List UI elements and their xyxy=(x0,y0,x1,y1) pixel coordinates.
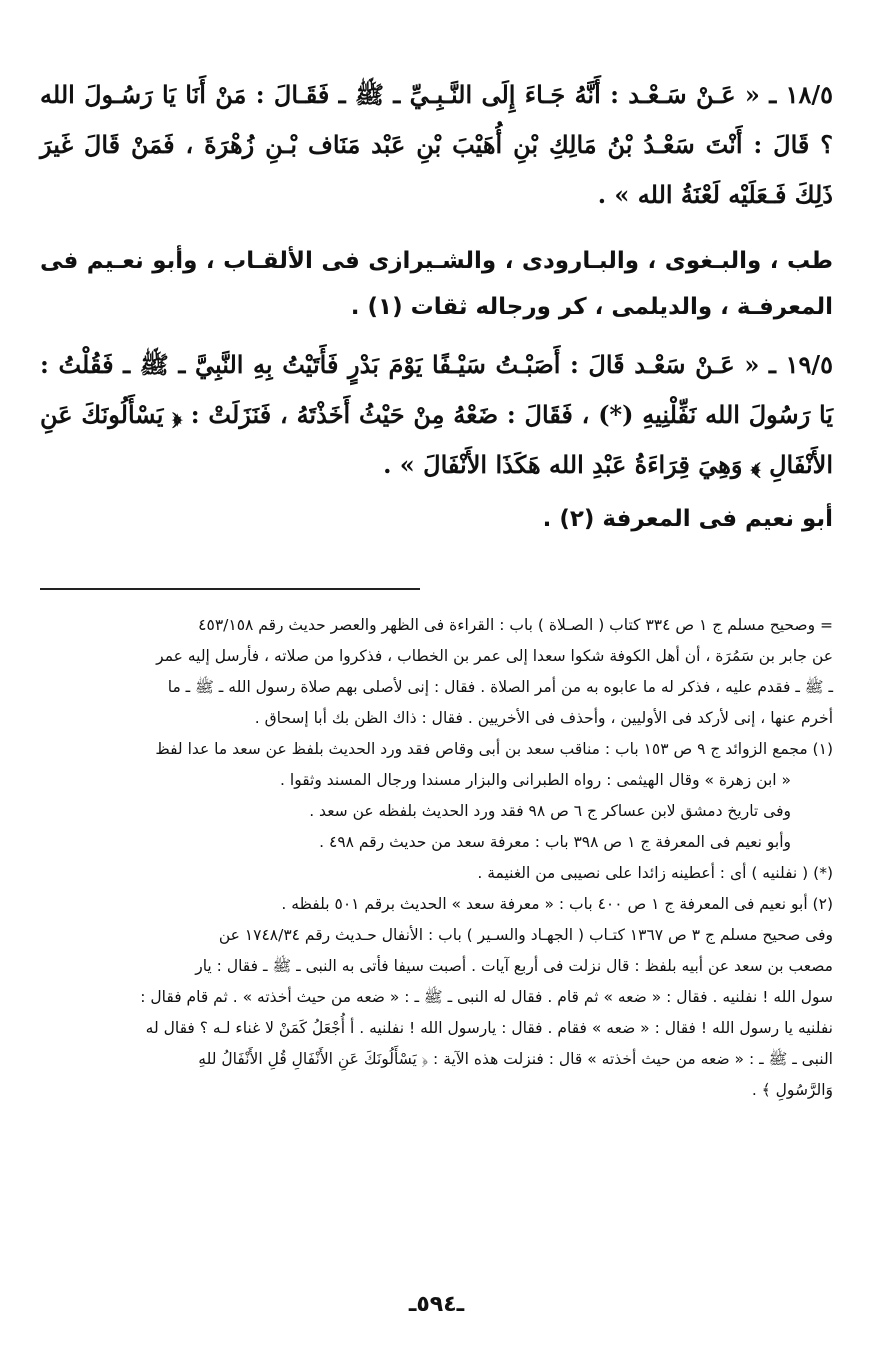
footnote-2-line: سول الله ! نفلنيه . فقال : « ضعه » ثم قام . فقال له النبى ـ ﷺ ـ : « ضعه من حيث أخذته » . ثم قام فقال : xyxy=(140,988,833,1006)
footnote-separator xyxy=(40,588,420,590)
footnote-continuation-line: ـ ﷺ ـ فقدم عليه ، فذكر له ما عابوه به من أمر الصلاة . فقال : إنى لأصلى بهم صلاة رسول الله ـ ﷺ ـ ما xyxy=(167,678,833,696)
footnotes-block xyxy=(40,610,833,1106)
footnote-continuation-line: عن جابر بن سَمُرَة ، أن أهل الكوفة شكوا سعدا إلى عمر بن الخطاب ، فذكروا من صلاته ، فأرسل إليه عمر xyxy=(156,647,833,665)
main-text-block xyxy=(40,70,833,542)
footnote-2-line: نفلنيه يا رسول الله ! فقال : « ضعه » فقام . فقال : يارسول الله ! نفلنيه . أ أُجْعَلُ كَمَنْ لا غناء لـه ؟ فقال له xyxy=(145,1019,833,1037)
page-number: ـ٥٩٤ـ xyxy=(408,1292,465,1317)
footnote-1-line: وأبو نعيم فى المعرفة ج ١ ص ٣٩٨ باب : معرفة سعد من حديث رقم ٤٩٨ . xyxy=(319,833,791,851)
hadith-19-source: أبو نعيم فى المعرفة (٢) . xyxy=(542,506,833,532)
footnote-2-line: (٢) أبو نعيم فى المعرفة ج ١ ص ٤٠٠ باب : « معرفة سعد » الحديث برقم ٥٠١ بلفظه . xyxy=(281,895,833,913)
footnote-star: (*) ( نفلنيه ) أى : أعطينه زائدا على نصيبى من الغنيمة . xyxy=(477,864,833,882)
footnote-continuation-line: = وصحيح مسلم ج ١ ص ٣٣٤ كتاب ( الصـلاة ) باب : القراءة فى الظهر والعصر حديث رقم ٤٥٣/١٥٨ xyxy=(198,616,833,634)
footnote-1-line: « ابن زهرة » وقال الهيثمى : رواه الطبرانى والبزار مسندا ورجال المسند وثقوا . xyxy=(280,771,791,789)
footnote-2-line: مصعب بن سعد عن أبيه بلفظ : قال نزلت فى أربع آيات . أصبت سيفا فأتى به النبى ـ ﷺ ـ فقال : يار xyxy=(195,957,833,975)
hadith-18-text: ١٨/٥ ـ « عَـنْ سَـعْـد : أَنَّهُ جَـاءَ إِلَى النَّـبِـيِّ ـ ﷺ ـ فَقَـالَ : مَنْ أَنَا يَا رَسُـولَ الله ؟ قَالَ : أَنْتَ سَعْـدُ بْنُ مَالِكِ بْنِ أُهَيْبَ بْنِ عَبْد مَنَاف بْـنِ زُهْرَةَ ، فَمَنْ قَالَ غَيرَ ذَلِكَ فَـعَلَيْه لَعْنَةُ الله » . xyxy=(40,80,833,209)
footnote-continuation-line: أخرم عنها ، إنى لأركد فى الأوليين ، وأحذف فى الأخريين . فقال : ذاك الظن بك أبا إسحاق . xyxy=(254,709,833,727)
footnote-2-line: وفى صحيح مسلم ج ٣ ص ١٣٦٧ كتـاب ( الجهـاد والسـير ) باب : الأنفال حـديث رقم ١٧٤٨/٣٤ عن xyxy=(218,926,833,944)
footnote-1-line: وفى تاريخ دمشق لابن عساكر ج ٦ ص ٩٨ فقد ورد الحديث بلفظه عن سعد . xyxy=(309,802,791,820)
footnote-2-line: النبى ـ ﷺ ـ : « ضعه من حيث أخذته » قال : فنزلت هذه الآية : ﴿ يَسْأَلُونَكَ عَنِ الأَنْفَالِ قُلِ الأَنْفَالُ للهِ xyxy=(198,1050,833,1068)
hadith-19-text: ١٩/٥ ـ « عَـنْ سَعْـد قَالَ : أَصَبْـتُ سَيْـفًا يَوْمَ بَدْرٍ فَأَتَيْتُ بِهِ النَّبِيَّ ـ ﷺ ـ فَقُلْتُ : يَا رَسُولَ الله نَفِّلْنِيهِ (*) ، فَقَالَ : ضَعْهُ مِنْ حَيْثُ أَخَذْتَهُ ، فَنَزَلَتْ : ﴿ يَسْأَلُونَكَ عَنِ الأَنْفَالِ ﴾ وَهِيَ قِرَاءَةُ عَبْدِ الله هَكَذَا الأَنْفَالَ » . xyxy=(40,350,833,479)
footnote-1-line: (١) مجمع الزوائد ج ٩ ص ١٥٣ باب : مناقب سعد بن أبى وقاص فقد ورد الحديث بلفظ عن سعد ما عدا لفظ xyxy=(155,740,833,758)
footnote-2-line: وَالرَّسُولِ ﴾ . xyxy=(751,1081,833,1099)
hadith-18-source: طب ، والبـغوى ، والبـارودى ، والشـيرازى فى الألقـاب ، وأبو نعـيم فى المعرفـة ، والديلمى ، كر ورجاله ثقات (١) . xyxy=(40,248,833,320)
